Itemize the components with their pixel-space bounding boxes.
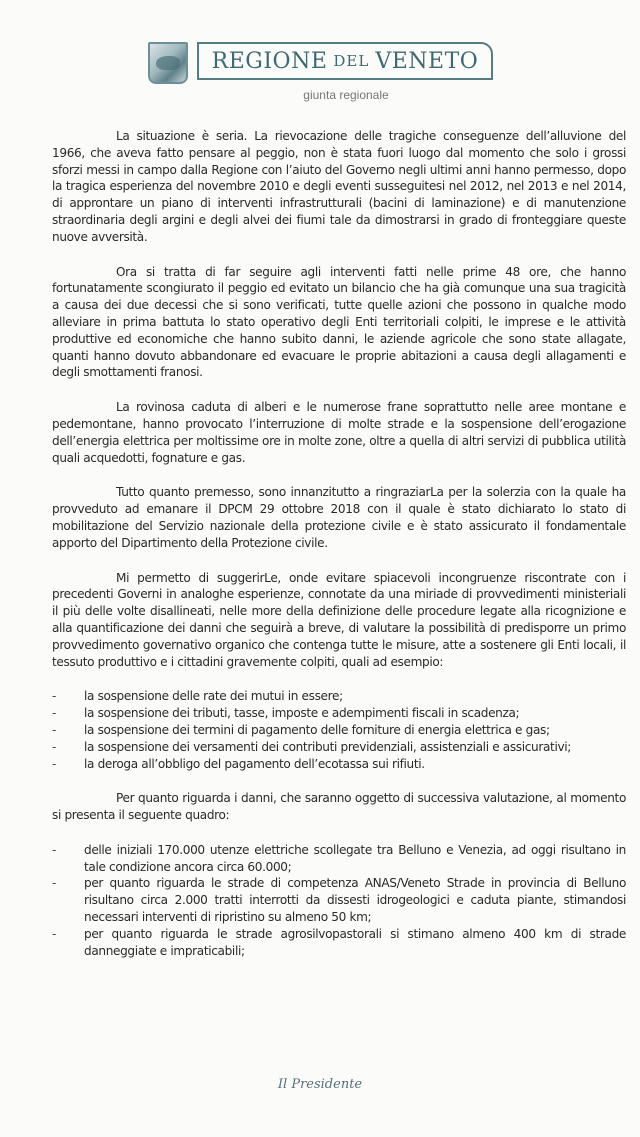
regione-veneto-emblem-icon — [148, 42, 188, 84]
paragraph-suggestion: Mi permetto di suggerirLe, onde evitare spiacevoli incongruenze riscontrate con i precedenti Governi in analoghe esperienze, connotate da una miriade di provvedimenti ministeriali il più delle volte disallineati, nelle more della definizione delle procedure legate alla ricognizione e alla quantificazione dei danni che seguirà a breve, di valutare la possibilità di predisporre un primo provvedimento governativo organico che contenga tutte le misure, atte a sostenere gli Enti locali, il tessuto produttivo e i cittadini gravemente colpiti, quali ad esempio: — [52, 570, 626, 669]
signature-president: Il Presidente — [277, 1077, 363, 1092]
title-regione: REGIONE — [211, 48, 328, 74]
list-item: - la sospensione dei termini di pagamento delle forniture di energia elettrica e gas; — [52, 722, 626, 739]
measures-list — [52, 688, 626, 772]
list-item: - per quanto riguarda le strade di competenza ANAS/Veneto Strade in provincia di Belluno risultano circa 2.000 tratti interrotti da dissesti idrogeologici e caduta piante, stimandosi necessari interventi di ripristino su almeno 50 km; — [52, 875, 626, 925]
letterhead — [148, 40, 498, 110]
letter-body — [52, 128, 626, 977]
paragraph-damages-intro: Per quanto riguarda i danni, che saranno oggetto di successiva valutazione, al momento si presenta il seguente quadro: — [52, 791, 626, 823]
damages-list — [52, 842, 626, 960]
letterhead-subtitle: giunta regionale — [303, 88, 389, 102]
letterhead-title — [197, 42, 493, 80]
list-item: - la sospensione dei tributi, tasse, imposte e adempimenti fiscali in scadenza; — [52, 705, 626, 722]
list-item: - la sospensione dei versamenti dei contributi previdenziali, assistenziali e assicurativi; — [52, 739, 626, 756]
list-item: - per quanto riguarda le strade agrosilvopastorali si stimano almeno 400 km di strade danneggiate e impraticabili; — [52, 926, 626, 960]
list-item: - la deroga all’obbligo del pagamento dell’ecotassa sui rifiuti. — [52, 756, 626, 773]
paragraph-damage-trees: La rovinosa caduta di alberi e le numerose frane soprattutto nelle aree montane e pedemontane, hanno provocato l’interruzione di molte strade e la sospensione dell’erogazione dell’energia elettrica per moltissime ore in molte zone, oltre a quella di altri servizi di pubblica utilità quali acquedotti, fognature e gas. — [52, 400, 626, 465]
list-item: - delle iniziali 170.000 utenze elettriche scollegate tra Belluno e Venezia, ad oggi risultano in tale condizione ancora circa 60.000; — [52, 842, 626, 876]
title-veneto: VENETO — [375, 48, 479, 74]
title-del: DEL — [333, 52, 370, 70]
list-item: - la sospensione delle rate dei mutui in essere; — [52, 688, 626, 705]
paragraph-thanks: Tutto quanto premesso, sono innanzitutto a ringraziarLa per la solerzia con la quale ha provveduto ad emanare il DPCM 29 ottobre 2018 con il quale è stato dichiarato lo stato di mobilitazione del Servizio nazionale della protezione civile e è stato assicurato il fondamentale apporto del Dipartimento della Protezione civile. — [52, 485, 626, 550]
paragraph-interventions: Ora si tratta di far seguire agli interventi fatti nelle prime 48 ore, che hanno fortunatamente scongiurato il peggio ed evitato un bilancio che ha già comunque una sua tragicità a causa dei due decessi che si sono verificati, tutte quelle azioni che possono in qualche modo alleviare in prima battuta lo stato operativo degli Enti territoriali colpiti, le imprese e le attività produttive ed economiche che hanno subito danni, le aziende agricole che sono state allagate, quanti hanno dovuto abbandonare ed evacuare le proprie abitazioni a causa degli allagamenti e degli smottamenti franosi. — [52, 264, 626, 380]
paragraph-situation: La situazione è seria. La rievocazione delle tragiche conseguenze dell’alluvione del 1966, che aveva fatto pensare al peggio, non è stata fuori luogo dal momento che solo i grossi sforzi messi in campo dalla Regione con l’aiuto del Governo negli ultimi anni hanno permesso, dopo la tragica esperienza del novembre 2010 e degli eventi susseguitesi nel 2012, nel 2013 e nel 2014, di approntare un piano di interventi infrastrutturali (bacini di laminazione) e di manutenzione straordinaria degli argini e degli alvei dei fiumi tale da dimostrarsi in grado di fronteggiare queste nuove avversità. — [52, 129, 626, 244]
